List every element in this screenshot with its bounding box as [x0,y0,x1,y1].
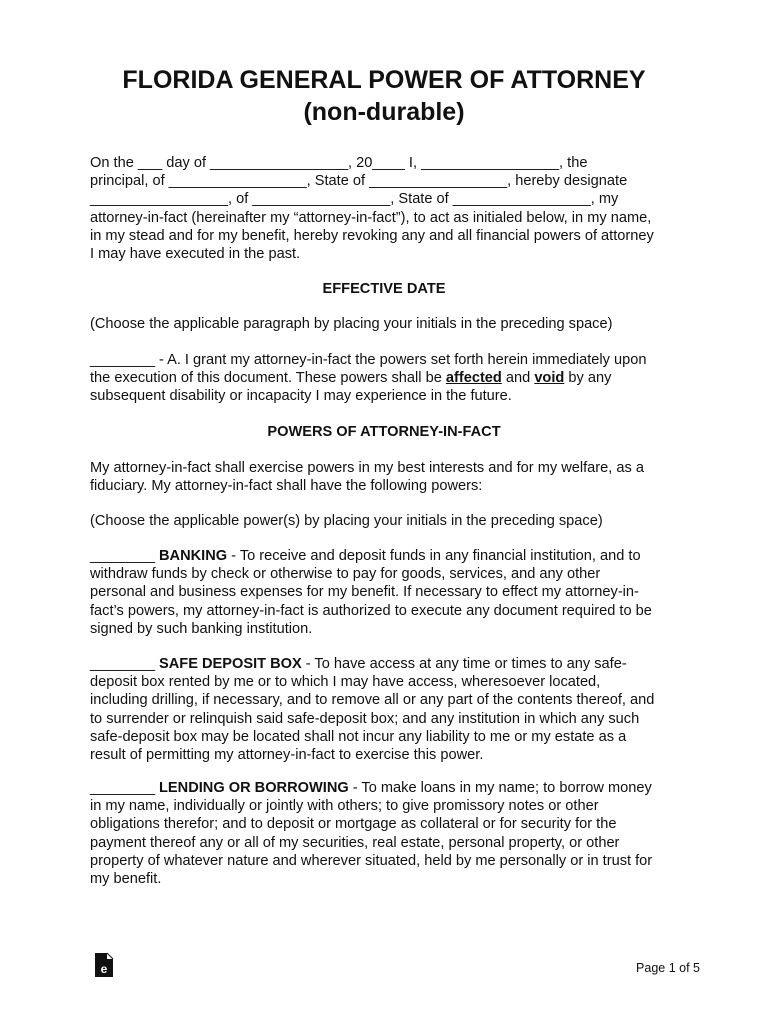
effective-date-instruction [90,315,690,333]
effective-date-heading: EFFECTIVE DATE [322,281,446,297]
safe-deposit-label: SAFE DEPOSIT BOX [159,656,302,672]
lending-line: my benefit. [90,871,162,888]
option-a-line: subsequent disability or incapacity I may experience in the future. [90,388,512,405]
void-term: void [534,370,565,387]
banking-text: - To receive and deposit funds in any financial institution, and to [227,548,641,564]
option-a-line [90,369,690,387]
banking-power [90,547,690,638]
lending-line: in my name, individually or jointly with others; to give promissory notes or other [90,798,599,815]
lending-label: LENDING OR BORROWING [159,780,349,796]
lending-line: payment thereof any or all of my securities, real estate, personal property, or other [90,834,620,851]
safe-deposit-line: including drilling, if necessary, and to remove all or any part of the contents thereof, and [90,692,655,709]
lending-first-line [90,779,690,797]
banking-label: BANKING [159,548,228,564]
initials-blank: ________ [90,656,159,672]
instruction-line: (Choose the applicable paragraph by placing your initials in the preceding space) [90,316,613,332]
option-a-text: the execution of this document. These powers shall be [90,370,446,387]
powers-heading: POWERS OF ATTORNEY-IN-FACT [267,424,501,440]
banking-line: withdraw funds by check or otherwise to pay for goods, services, and any other [90,566,601,583]
lending-line: property of whatever nature and wherever situated, held by me personally or in trust for [90,852,653,869]
safe-deposit-line: safe-deposit box may be located shall not incur any liability to me or my estate as a [90,728,627,745]
option-a-line: ________ - A. I grant my attorney-in-fact the powers set forth herein immediately upon [90,352,647,368]
intro-line: in my stead and for my benefit, hereby revoking any and all financial powers of attorney [90,227,654,244]
banking-line: fact’s powers, my attorney-in-fact is authorized to execute any document required to be [90,602,652,619]
powers-instruction [90,512,690,530]
lending-text: - To make loans in my name; to borrow money [348,780,652,796]
safe-deposit-line: result of permitting my attorney-in-fact to exercise this power. [90,747,484,764]
banking-line: personal and business expenses for my benefit. If necessary to effect my attorney-in- [90,584,639,601]
powers-intro-line: fiduciary. My attorney-in-fact shall have the following powers: [90,478,483,495]
affected-term: affected [445,370,502,387]
option-a-text: and [501,370,535,387]
safe-deposit-text: - To have access at any time or times to any safe- [301,656,627,672]
intro-line: On the ___ day of _________________, 20____ I, _________________, the [90,155,588,171]
svg-text:e: e [100,962,108,976]
document-title: FLORIDA GENERAL POWER OF ATTORNEY [122,66,646,94]
powers-intro-line: My attorney-in-fact shall exercise powers in my best interests and for my welfare, as a [90,460,644,476]
eforms-logo-icon [94,952,114,978]
initials-blank: ________ [90,548,159,564]
lending-power [90,779,690,888]
intro-line: principal, of _________________, State of _________________, hereby designate [90,173,628,190]
banking-line: signed by such banking institution. [90,620,313,637]
intro-line: I may have executed in the past. [90,246,301,263]
banking-first-line [90,547,690,565]
instruction-line: (Choose the applicable power(s) by placing your initials in the preceding space) [90,513,603,529]
intro-line: _________________, of _________________, State of _________________, my [90,191,619,208]
option-a-text: by any [564,370,612,387]
initials-blank: ________ [90,780,159,796]
safe-deposit-power [90,655,690,764]
intro-line: attorney-in-fact (hereinafter my “attorney-in-fact”), to act as initialed below, in my name, [90,209,652,226]
document-subtitle: (non-durable) [303,98,465,126]
effective-date-option-a [90,351,690,406]
lending-line: obligations therefor; and to deposit or mortgage as collateral or for security for the [90,816,617,833]
powers-intro [90,459,690,495]
safe-deposit-line: deposit box rented by me or to which I may have access, wheresoever located, [90,674,601,691]
page-number: Page 1 of 5 [636,961,700,975]
intro-paragraph [90,154,690,263]
safe-deposit-line: to surrender or relinquish said safe-deposit box; and any institution in which any such [90,710,640,727]
safe-deposit-first-line [90,655,690,673]
